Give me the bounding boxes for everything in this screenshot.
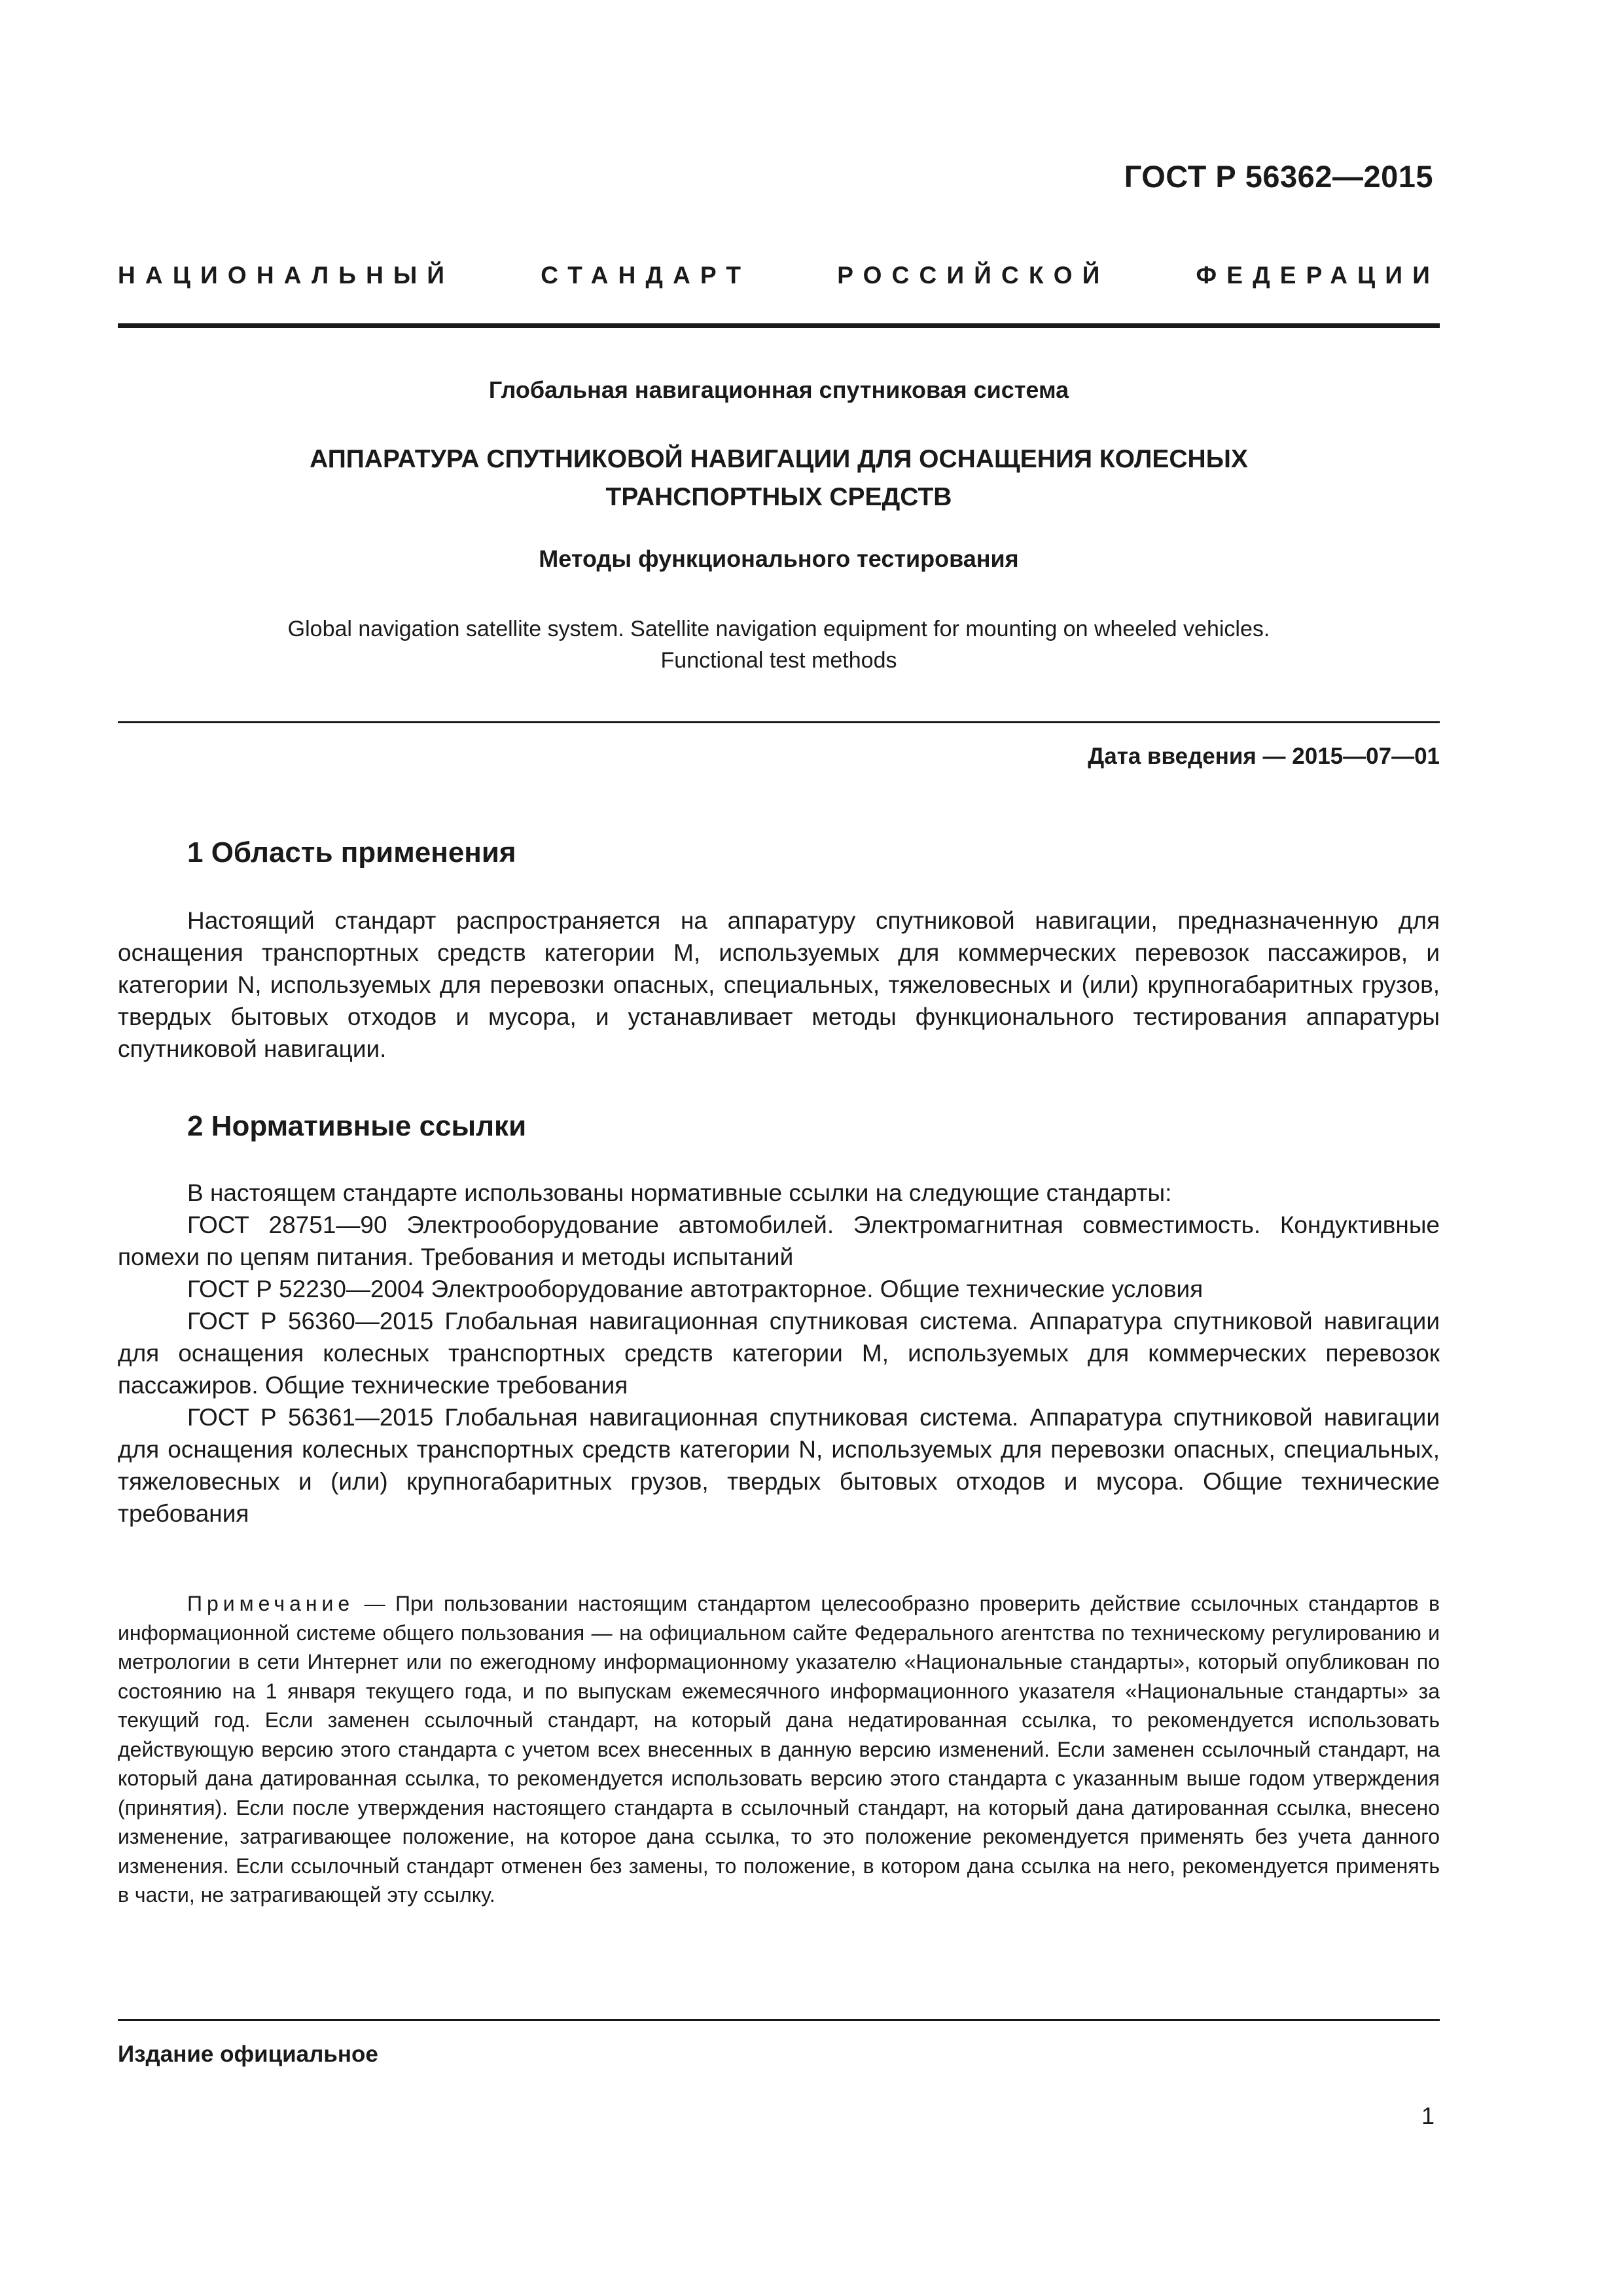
section-1-paragraph: Настоящий стандарт распространяется на аппаратуру спутниковой навигации, предназначенную для оснащения транспортных средств категории M, используемых для коммерческих перевозок пассажиров, и категории N, используемых для перевозки опасных, специальных, тяжеловесных и (или) крупногабаритных грузов, твердых бытовых отходов и мусора, и устанавливает методы функционального тестирования аппаратуры спутниковой навигации. xyxy=(118,907,1440,1062)
subtitle: Методы функционального тестирования xyxy=(539,545,1019,572)
document-code: ГОСТ Р 56362—2015 xyxy=(1124,159,1433,194)
section-1-heading: 1 Область применения xyxy=(187,836,516,869)
section-1-body xyxy=(118,905,1440,1065)
reference-gost-56361: ГОСТ Р 56361—2015 Глобальная навигационная спутниковая система. Аппаратура спутниковой навигации для оснащения колесных транспортных средств категории N, используемых для перевозки опасных, специальных, тяжеловесных и (или) крупногабаритных грузов, твердых бытовых отходов и мусора. Общие технические требования xyxy=(118,1404,1440,1527)
national-standard-banner: НАЦИОНАЛЬНЫЙ СТАНДАРТ РОССИЙСКОЙ ФЕДЕРАЦИИ xyxy=(118,262,1440,289)
header-divider xyxy=(118,323,1440,328)
official-edition-label: Издание официальное xyxy=(118,2041,378,2067)
english-title xyxy=(118,613,1440,676)
english-title-line-1: Global navigation satellite system. Satellite navigation equipment for mounting on wheeled vehicles. xyxy=(287,617,1270,641)
english-title-line-2: Functional test methods xyxy=(660,648,897,673)
section-2-body xyxy=(118,1177,1440,1530)
note-paragraph xyxy=(118,1589,1440,1910)
section-2-intro: В настоящем стандарте использованы нормативные ссылки на следующие стандарты: xyxy=(187,1179,1172,1206)
reference-gost-28751: ГОСТ 28751—90 Электрооборудование автомобилей. Электромагнитная совместимость. Кондуктивные помехи по цепям питания. Требования и методы испытаний xyxy=(118,1211,1440,1270)
main-title xyxy=(118,440,1440,516)
title-divider xyxy=(118,721,1440,723)
section-2-heading: 2 Нормативные ссылки xyxy=(187,1110,527,1142)
reference-gost-52230: ГОСТ Р 52230—2004 Электрооборудование автотракторное. Общие технические условия xyxy=(187,1276,1204,1302)
note-label: Примечание xyxy=(187,1592,355,1615)
system-title: Глобальная навигационная спутниковая система xyxy=(488,376,1069,403)
note-text: — При пользовании настоящим стандартом целесообразно проверить действие ссылочных стандартов в информационной системе общего пользования — на официальном сайте Федерального агентства по техническому регулированию и метрологии в сети Интернет или по ежегодному информационному указателю «Национальные стандарты», который опубликован по состоянию на 1 января текущего года, и по выпускам ежемесячного информационного указателя «Национальные стандарты» за текущий год. Если заменен ссылочный стандарт, на который дана недатированная ссылка, то рекомендуется использовать действующую версию этого стандарта с учетом всех внесенных в данную версию изменений. Если заменен ссылочный стандарт, на который дана датированная ссылка, то рекомендуется использовать версию этого стандарта с указанным выше годом утверждения (принятия). Если после утверждения настоящего стандарта в ссылочный стандарт, на который дана датированная ссылка, внесено изменение, затрагивающее положение, на которое дана ссылка, то это положение рекомендуется применять без учета данного изменения. Если ссылочный стандарт отменен без замены, то положение, в котором дана ссылка на него, рекомендуется применять в части, не затрагивающей эту ссылку. xyxy=(118,1592,1440,1907)
page-number: 1 xyxy=(1421,2102,1435,2129)
footer-divider xyxy=(118,2019,1440,2021)
main-title-text: АППАРАТУРА СПУТНИКОВОЙ НАВИГАЦИИ ДЛЯ ОСНАЩЕНИЯ КОЛЕСНЫХ ТРАНСПОРТНЫХ СРЕДСТВ xyxy=(310,445,1248,511)
reference-gost-56360: ГОСТ Р 56360—2015 Глобальная навигационная спутниковая система. Аппаратура спутниковой навигации для оснащения колесных транспортных средств категории М, используемых для коммерческих перевозок пассажиров. Общие технические требования xyxy=(118,1308,1440,1399)
introduction-date: Дата введения — 2015—07—01 xyxy=(1088,744,1440,769)
note-block xyxy=(118,1589,1440,1910)
